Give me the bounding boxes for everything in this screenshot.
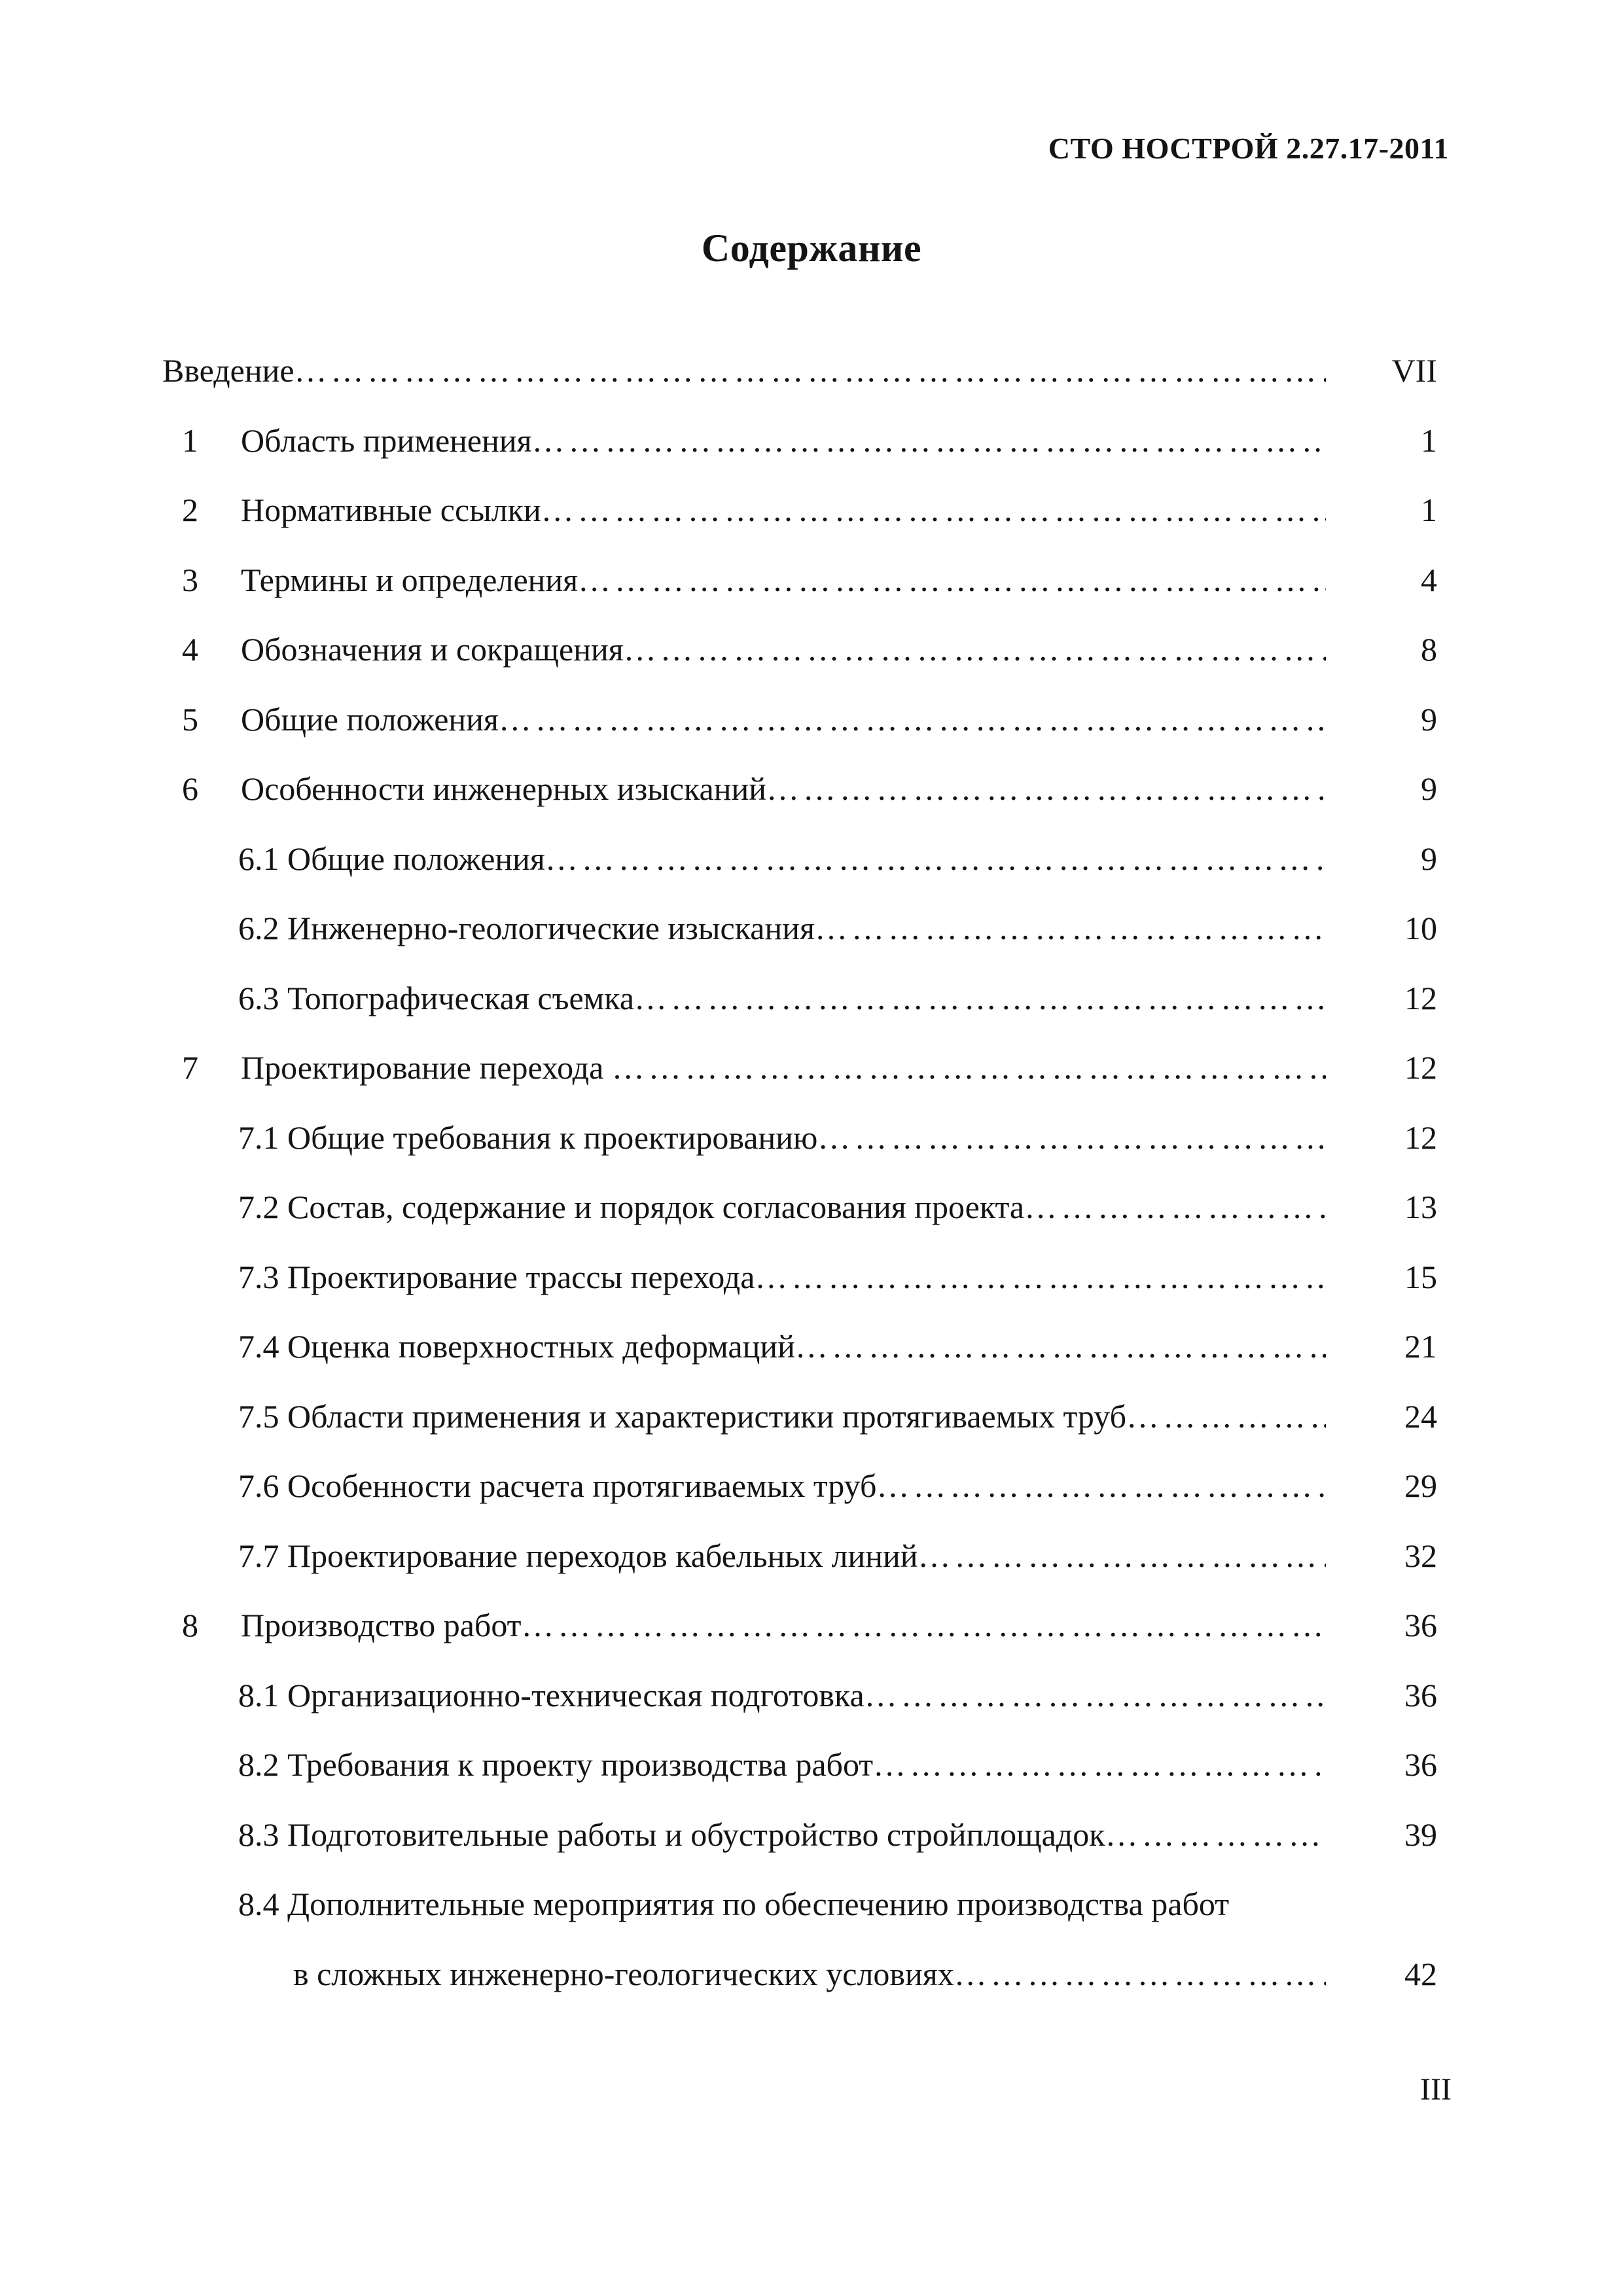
toc-entry-label: Область применения <box>241 422 532 459</box>
toc-entry-number: 2 <box>182 492 198 528</box>
toc-entry-label-continuation: в сложных инженерно-геологических условиях <box>293 1955 954 1992</box>
toc-entry-number: 6 <box>182 770 198 807</box>
toc-entry-label: Особенности инженерных изысканий <box>241 770 767 807</box>
toc-dot-leader <box>873 1730 1326 1800</box>
toc-entry-section-7 <box>162 1033 1437 1103</box>
toc-dot-leader <box>815 893 1326 963</box>
toc-entry-page: 12 <box>1404 1119 1437 1156</box>
toc-entry-label: 6.3 Топографическая съемка <box>238 979 635 1016</box>
toc-dot-leader <box>817 1103 1326 1173</box>
toc-entry-label: 7.7 Проектирование переходов кабельных линий <box>238 1537 918 1574</box>
toc-entry-subsection-6-1 <box>162 824 1437 894</box>
toc-entry-label: Введение <box>162 352 294 389</box>
toc-entry-subsection-6-2 <box>162 893 1437 963</box>
toc-entry-subsection-7-3 <box>162 1242 1437 1312</box>
toc-entry-subsection-6-3 <box>162 963 1437 1033</box>
toc-dot-leader <box>1126 1382 1326 1452</box>
toc-entry-label: 8.3 Подготовительные работы и обустройство стройплощадок <box>238 1816 1105 1853</box>
toc-entry-label: 7.6 Особенности расчета протягиваемых труб <box>238 1467 877 1504</box>
toc-entry-page: 36 <box>1404 1746 1437 1783</box>
toc-entry-page: 13 <box>1404 1189 1437 1225</box>
toc-entry-page: 42 <box>1404 1955 1437 1992</box>
toc-dot-leader <box>1024 1172 1326 1242</box>
toc-entry-page: 36 <box>1404 1607 1437 1643</box>
toc-entry-page: 21 <box>1404 1328 1437 1365</box>
toc-entry-section-4 <box>162 615 1437 685</box>
toc-dot-leader <box>954 1939 1326 2009</box>
toc-entry-number: 4 <box>182 631 198 668</box>
toc-entry-number: 1 <box>182 422 198 459</box>
toc-dot-leader <box>612 1033 1326 1103</box>
toc-entry-number: 8 <box>182 1607 198 1643</box>
toc-dot-leader <box>795 1312 1326 1382</box>
toc-entry-number: 7 <box>182 1049 198 1086</box>
toc-entry-page: 24 <box>1404 1397 1437 1435</box>
toc-entry-label: Нормативные ссылки <box>241 492 541 528</box>
toc-entry-section-8 <box>162 1590 1437 1660</box>
toc-entry-number: 3 <box>182 561 198 598</box>
toc-entry-subsection-7-7 <box>162 1521 1437 1591</box>
toc-entry-label: 6.2 Инженерно-геологические изыскания <box>238 910 815 946</box>
table-of-contents <box>162 336 1437 2009</box>
toc-entry-page: 12 <box>1404 1049 1437 1086</box>
toc-entry-label: 7.4 Оценка поверхностных деформаций <box>238 1328 795 1365</box>
toc-entry-label: 7.5 Области применения и характеристики протягиваемых труб <box>238 1397 1127 1435</box>
toc-dot-leader <box>499 685 1326 755</box>
document-code: СТО НОСТРОЙ 2.27.17-2011 <box>1048 132 1449 165</box>
toc-entry-subsection-7-1 <box>162 1103 1437 1173</box>
toc-entry-page: 9 <box>1421 700 1437 738</box>
toc-entry-label: 7.2 Состав, содержание и порядок согласования проекта <box>238 1189 1025 1225</box>
toc-dot-leader <box>865 1660 1326 1731</box>
toc-dot-leader <box>918 1521 1326 1591</box>
toc-entry-label: 8.1 Организационно-техническая подготовка <box>238 1676 865 1713</box>
toc-dot-leader <box>522 1590 1326 1660</box>
toc-entry-subsection-8-4 <box>162 1869 1437 2009</box>
toc-entry-page: 9 <box>1421 840 1437 877</box>
toc-entry-intro <box>162 336 1437 406</box>
toc-title: Содержание <box>701 226 922 270</box>
toc-entry-page: 8 <box>1421 631 1437 668</box>
toc-entry-subsection-8-1 <box>162 1660 1437 1731</box>
toc-entry-section-3 <box>162 545 1437 615</box>
toc-dot-leader <box>578 545 1326 615</box>
toc-entry-label: 8.2 Требования к проекту производства работ <box>238 1746 874 1783</box>
toc-entry-section-5 <box>162 685 1437 755</box>
toc-dot-leader <box>294 336 1326 406</box>
toc-entry-page: 36 <box>1404 1676 1437 1713</box>
toc-entry-page: VII <box>1391 352 1437 389</box>
toc-entry-page: 1 <box>1421 492 1437 528</box>
toc-entry-label: Проектирование перехода <box>241 1049 612 1086</box>
toc-dot-leader <box>876 1451 1326 1521</box>
toc-entry-label: Термины и определения <box>241 561 579 598</box>
toc-entry-subsection-7-2 <box>162 1172 1437 1242</box>
toc-entry-page: 32 <box>1404 1537 1437 1574</box>
toc-dot-leader <box>541 475 1326 545</box>
toc-entry-label: Производство работ <box>241 1607 522 1643</box>
page-number: III <box>1420 2072 1452 2107</box>
toc-dot-leader <box>545 824 1326 894</box>
toc-entry-label: 7.3 Проектирование трассы перехода <box>238 1258 755 1295</box>
toc-entry-page: 10 <box>1404 910 1437 946</box>
toc-dot-leader <box>532 406 1326 476</box>
toc-entry-page: 39 <box>1404 1816 1437 1853</box>
toc-entry-page: 29 <box>1404 1467 1437 1504</box>
toc-entry-page: 12 <box>1404 979 1437 1016</box>
toc-dot-leader <box>634 963 1326 1033</box>
toc-entry-label: 8.4 Дополнительные мероприятия по обеспечению производства работ <box>238 1886 1230 1922</box>
toc-entry-label: Общие положения <box>241 700 499 738</box>
toc-entry-label: 6.1 Общие положения <box>238 840 545 877</box>
toc-entry-page: 4 <box>1421 561 1437 598</box>
toc-dot-leader <box>624 615 1326 685</box>
toc-entry-subsection-8-2 <box>162 1730 1437 1800</box>
toc-entry-page: 15 <box>1404 1258 1437 1295</box>
toc-entry-subsection-8-3 <box>162 1800 1437 1870</box>
toc-entry-subsection-7-5 <box>162 1382 1437 1452</box>
toc-entry-section-2 <box>162 475 1437 545</box>
toc-entry-section-1 <box>162 406 1437 476</box>
toc-entry-label: Обозначения и сокращения <box>241 631 624 668</box>
toc-entry-page: 9 <box>1421 770 1437 807</box>
toc-entry-section-6 <box>162 754 1437 824</box>
toc-dot-leader <box>766 754 1326 824</box>
toc-entry-subsection-7-4 <box>162 1312 1437 1382</box>
toc-entry-number: 5 <box>182 700 198 738</box>
toc-entry-subsection-7-6 <box>162 1451 1437 1521</box>
toc-entry-page: 1 <box>1421 422 1437 459</box>
toc-dot-leader <box>755 1242 1326 1312</box>
toc-entry-label: 7.1 Общие требования к проектированию <box>238 1119 818 1156</box>
toc-dot-leader <box>1105 1800 1326 1870</box>
